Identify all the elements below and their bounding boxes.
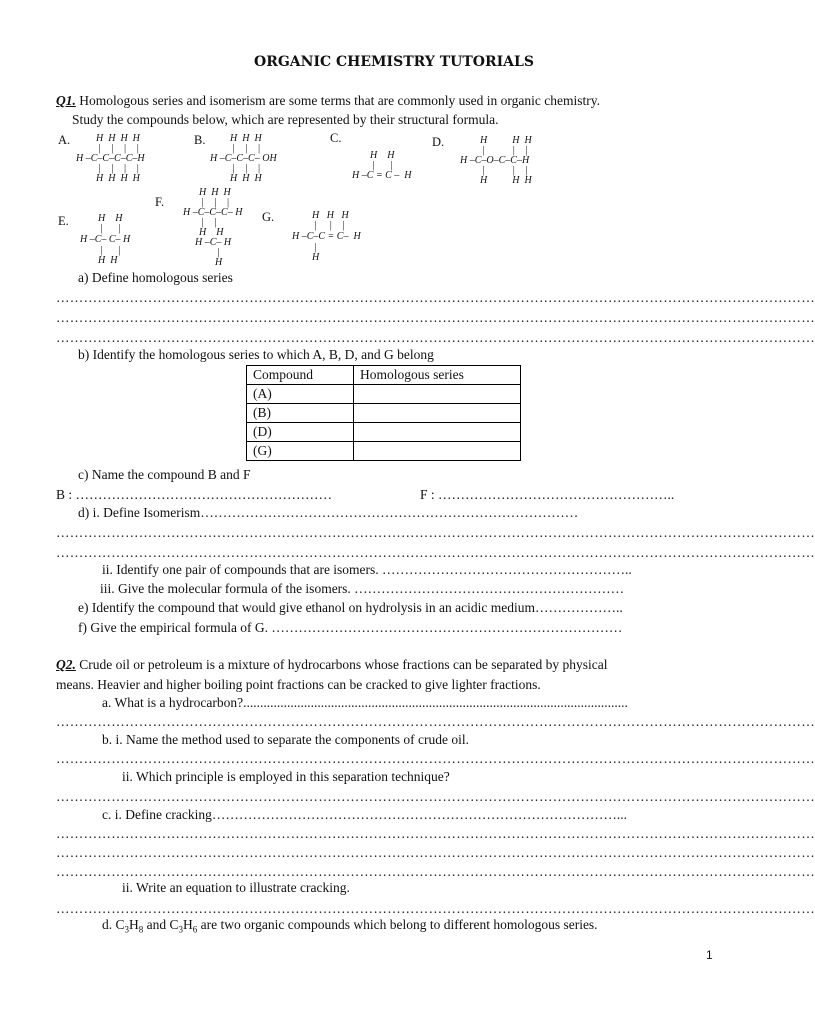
q1-intro-line-2: Study the compounds below, which are represented by their structural formula. xyxy=(72,112,499,127)
answer-line: ………………………………………………………………………………………………………………………………………………… xyxy=(56,789,815,804)
q2-d-sub-2: 8 xyxy=(138,924,144,935)
table-header-series: Homologous series xyxy=(354,366,521,385)
q1-b-text: b) Identify the homologous series to which A, B, D, and G belong xyxy=(78,347,434,362)
f-row-6: H –C– H xyxy=(195,237,232,248)
q1-d-i-text: d) i. Define Isomerism………………………………………………………………………… xyxy=(78,505,579,520)
q2-b-i-text: b. i. Name the method used to separate the components of crude oil. xyxy=(102,732,470,747)
q1-c-f-answer: F : …………………………………………….. xyxy=(420,487,675,502)
d-row-3: H –C–O–C–C–H xyxy=(460,155,530,166)
g-row-2: | | | xyxy=(314,220,345,231)
g-row-5: H xyxy=(312,252,320,263)
q1-number: Q1. xyxy=(56,93,76,108)
q2-a-text: a. What is a hydrocarbon?.................................................................................................................. xyxy=(102,695,628,710)
f-row-3: H –C–C–C– H xyxy=(183,207,243,218)
table-cell-answer[interactable] xyxy=(354,442,521,461)
table-cell-compound: (A) xyxy=(247,385,354,404)
table-row xyxy=(247,385,521,404)
compound-f-label: F. xyxy=(155,195,165,209)
q2-d-sub-3: 3 xyxy=(178,924,184,935)
answer-line: ………………………………………………………………………………………………………………………………………………… xyxy=(56,751,815,766)
c-row-1: H H xyxy=(370,150,395,161)
f-row-5: H H xyxy=(199,227,224,238)
table-cell-answer[interactable] xyxy=(354,423,521,442)
table-cell-answer[interactable] xyxy=(354,385,521,404)
table-header-compound: Compound xyxy=(247,366,354,385)
q1-f-text: f) Give the empirical formula of G. …………………………………………………………………… xyxy=(78,620,623,635)
q2-d-mid-2: and C xyxy=(143,917,179,932)
e-row-5: H H xyxy=(98,255,118,266)
table-row xyxy=(247,423,521,442)
homologous-series-table xyxy=(246,365,521,461)
answer-line: ………………………………………………………………………………………………………………………………………………… xyxy=(56,310,815,325)
answer-line: ………………………………………………………………………………………………………………………………………………… xyxy=(56,901,815,916)
f-row-2: | | | xyxy=(201,197,230,208)
q1-intro-text-1: Homologous series and isomerism are some terms that are commonly used in organic chemistry. xyxy=(79,93,601,108)
compound-e-label: E. xyxy=(58,214,69,228)
a-row-3: H –C–C–C–C–H xyxy=(76,153,145,164)
q2-intro-line-1 xyxy=(56,657,607,673)
page-number: 1 xyxy=(706,948,713,962)
q2-b-ii-text: ii. Which principle is employed in this separation technique? xyxy=(122,769,450,784)
answer-line: ………………………………………………………………………………………………………………………………………………… xyxy=(56,845,815,860)
answer-line: ………………………………………………………………………………………………………………………………………………… xyxy=(56,826,815,841)
answer-line: ………………………………………………………………………………………………………………………………………………… xyxy=(56,714,815,729)
table-cell-answer[interactable] xyxy=(354,404,521,423)
b-row-3: H –C–C–C– OH xyxy=(210,153,277,164)
f-row-1: H H H xyxy=(199,187,231,198)
g-row-3: H –C–C = C– H xyxy=(292,231,361,242)
d-row-1: H H H xyxy=(480,135,532,146)
a-row-5: H H H H xyxy=(96,173,140,184)
answer-line: ………………………………………………………………………………………………………………………………………………… xyxy=(56,290,815,305)
table-header-row xyxy=(247,366,521,385)
q2-d-sub-1: 3 xyxy=(124,924,130,935)
table-row xyxy=(247,442,521,461)
compound-a-label: A. xyxy=(58,133,71,147)
answer-line: ………………………………………………………………………………………………………………………………………………… xyxy=(56,864,815,879)
q2-c-ii-text: ii. Write an equation to illustrate cracking. xyxy=(122,880,350,895)
d-row-5: H H H xyxy=(480,175,532,186)
e-row-2: | | xyxy=(100,223,121,234)
q1-c-text: c) Name the compound B and F xyxy=(78,467,251,482)
page-title: ORGANIC CHEMISTRY TUTORIALS xyxy=(254,54,534,70)
e-row-3: H –C– C– H xyxy=(80,234,131,245)
q1-a-text: a) Define homologous series xyxy=(78,270,233,285)
d-row-2: | | | xyxy=(482,145,528,156)
q2-d-text xyxy=(102,917,598,935)
f-row-7: | xyxy=(217,247,220,258)
a-row-2: | | | | xyxy=(98,143,139,154)
answer-line: ………………………………………………………………………………………………………………………………………………… xyxy=(56,545,815,560)
q2-d-mid-1: H xyxy=(129,917,139,932)
c-row-2: | | xyxy=(372,160,393,171)
b-row-5: H H H xyxy=(230,173,262,184)
q1-c-b-answer: B : ………………………………………………… xyxy=(56,487,333,502)
q2-number: Q2. xyxy=(56,657,76,672)
e-row-4: | | xyxy=(100,245,121,256)
f-row-8: H xyxy=(215,257,223,268)
q1-d-iii-text: iii. Give the molecular formula of the isomers. …………………………………………………… xyxy=(100,581,625,596)
table-row xyxy=(247,404,521,423)
q2-c-i-text: c. i. Define cracking………………………………………………………………………………... xyxy=(102,807,627,822)
b-row-4: | | | xyxy=(232,163,261,174)
q2-d-prefix: d. C xyxy=(102,917,125,932)
q2-d-mid-3: H xyxy=(183,917,193,932)
g-row-1: H H H xyxy=(312,210,349,221)
a-row-4: | | | | xyxy=(98,163,139,174)
answer-line: ………………………………………………………………………………………………………………………………………………… xyxy=(56,330,815,345)
q1-intro-line-1 xyxy=(56,93,600,109)
compound-d-label: D. xyxy=(432,135,445,149)
e-row-1: H H xyxy=(98,213,123,224)
c-row-3: H –C = C – H xyxy=(352,170,412,181)
answer-line: ………………………………………………………………………………………………………………………………………………… xyxy=(56,525,815,540)
compound-b-label: B. xyxy=(194,133,206,147)
b-row-2: | | | xyxy=(232,143,261,154)
compound-c-label: C. xyxy=(330,131,342,145)
f-row-4: | | xyxy=(201,217,217,228)
q2-d-rest: are two organic compounds which belong to different homologous series. xyxy=(197,917,598,932)
table-cell-compound: (B) xyxy=(247,404,354,423)
g-row-4: | xyxy=(314,242,317,253)
q2-intro-text-1: Crude oil or petroleum is a mixture of hydrocarbons whose fractions can be separated by physical xyxy=(79,657,608,672)
a-row-1: H H H H xyxy=(96,133,140,144)
q2-d-sub-4: 6 xyxy=(192,924,198,935)
b-row-1: H H H xyxy=(230,133,262,144)
d-row-4: | | | xyxy=(482,165,528,176)
table-cell-compound: (D) xyxy=(247,423,354,442)
q1-d-ii-text: ii. Identify one pair of compounds that are isomers. ……………………………………………….. xyxy=(102,562,632,577)
q2-intro-line-2: means. Heavier and higher boiling point fractions can be cracked to give lighter fractions. xyxy=(56,677,541,692)
q1-e-text: e) Identify the compound that would give ethanol on hydrolysis in an acidic medium……………….. xyxy=(78,600,623,615)
compound-g-label: G. xyxy=(262,210,275,224)
table-cell-compound: (G) xyxy=(247,442,354,461)
